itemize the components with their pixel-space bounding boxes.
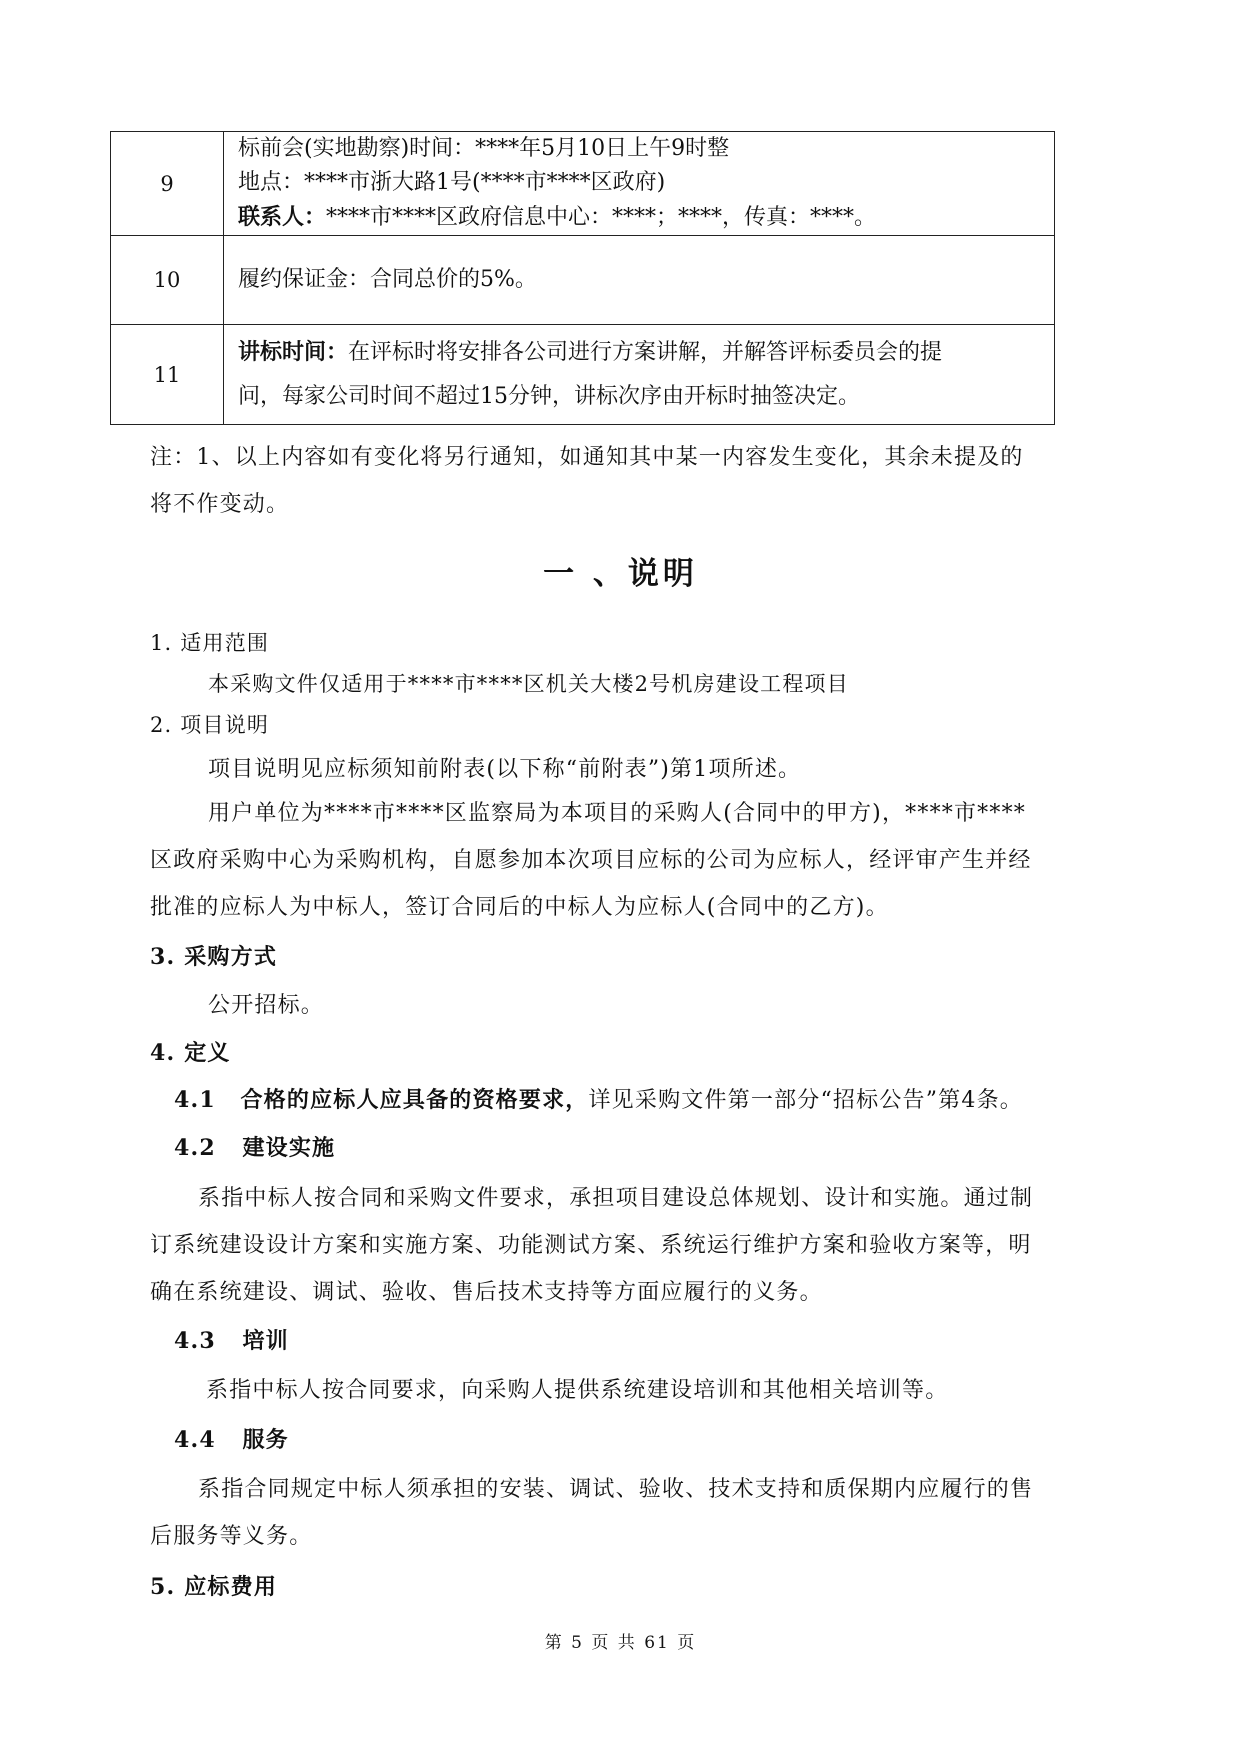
- contact-label: 联系人：: [238, 204, 327, 230]
- row-line: 联系人：****市****区政府信息中心：****；****，传真：****。: [238, 204, 877, 230]
- row-number: 10: [111, 236, 224, 325]
- def-4-4: [174, 1423, 289, 1454]
- s2-p2-line: 区政府采购中心为采购机构，自愿参加本次项目应标的公司为应标人，经评审产生并经: [150, 848, 1032, 873]
- def-4-4-line: 后服务等义务。: [150, 1524, 313, 1549]
- def-heading: 合格的应标人应具备的资格要求，: [240, 1087, 589, 1113]
- section-title: 一 、说明: [543, 556, 698, 592]
- front-table: [110, 131, 1055, 425]
- def-4-1: [174, 1083, 1023, 1114]
- s3-body: 公开招标。: [208, 993, 325, 1018]
- s3-heading: 3. 采购方式: [150, 944, 278, 970]
- note-line: 将不作变动。: [150, 492, 290, 517]
- def-4-4-line: 系指合同规定中标人须承担的安装、调试、验收、技术支持和质保期内应履行的售: [198, 1477, 1034, 1502]
- s1-body: 本采购文件仅适用于****市****区机关大楼2号机房建设工程项目: [208, 672, 849, 696]
- def-4-2-line: 系指中标人按合同和采购文件要求，承担项目建设总体规划、设计和实施。通过制: [198, 1186, 1034, 1211]
- def-number: 4.3: [174, 1328, 216, 1354]
- def-body: 详见采购文件第一部分“招标公告”第4条。: [588, 1088, 1023, 1113]
- def-heading: 建设实施: [242, 1135, 336, 1161]
- def-heading: 服务: [242, 1427, 289, 1453]
- row-line: 标前会(实地勘察)时间：****年5月10日上午9时整: [238, 136, 730, 161]
- def-number: 4.2: [174, 1135, 216, 1161]
- s4-heading: 4. 定义: [150, 1040, 231, 1066]
- row-line: 地点：****市浙大路1号(****市****区政府): [238, 170, 666, 195]
- note-line: 注：1、以上内容如有变化将另行通知，如通知其中某一内容发生变化，其余未提及的: [150, 445, 1024, 470]
- def-heading: 培训: [242, 1328, 289, 1354]
- s5-heading: 5. 应标费用: [150, 1574, 278, 1600]
- def-4-3-body: 系指中标人按合同要求，向采购人提供系统建设培训和其他相关培训等。: [206, 1378, 949, 1403]
- def-4-3: [174, 1324, 289, 1355]
- s2-p2-line: 用户单位为****市****区监察局为本项目的采购人(合同中的甲方)，****市****: [208, 801, 1026, 826]
- s2-p2-line: 批准的应标人为中标人，签订合同后的中标人为应标人(合同中的乙方)。: [150, 895, 889, 920]
- s2-p1: 项目说明见应标须知前附表(以下称“前附表”)第1项所述。: [208, 757, 802, 782]
- row-content: [224, 236, 1055, 325]
- page-footer: 第 5 页 共 61 页: [544, 1633, 697, 1653]
- def-4-2-line: 订系统建设设计方案和实施方案、功能测试方案、系统运行维护方案和验收方案等，明: [150, 1233, 1032, 1258]
- row-number: 9: [111, 132, 224, 236]
- row-line: 问，每家公司时间不超过15分钟，讲标次序由开标时抽签决定。: [238, 384, 860, 409]
- table-row: [111, 132, 1055, 236]
- row-line: 讲标时间：在评标时将安排各公司进行方案讲解，并解答评标委员会的提: [238, 339, 943, 365]
- row-line: 履约保证金：合同总价的5%。: [238, 267, 537, 292]
- def-number: 4.4: [174, 1427, 216, 1453]
- table-row: [111, 325, 1055, 425]
- table-row: [111, 236, 1055, 325]
- row-number: 11: [111, 325, 224, 425]
- row-content: [224, 132, 1055, 236]
- s2-heading: 2. 项目说明: [150, 713, 270, 737]
- def-number: 4.1: [174, 1087, 216, 1113]
- def-4-2: [174, 1131, 335, 1162]
- def-4-2-line: 确在系统建设、调试、验收、售后技术支持等方面应履行的义务。: [150, 1280, 823, 1305]
- presentation-label: 讲标时间：: [238, 339, 349, 365]
- row-content: [224, 325, 1055, 425]
- s1-heading: 1. 适用范围: [150, 631, 270, 655]
